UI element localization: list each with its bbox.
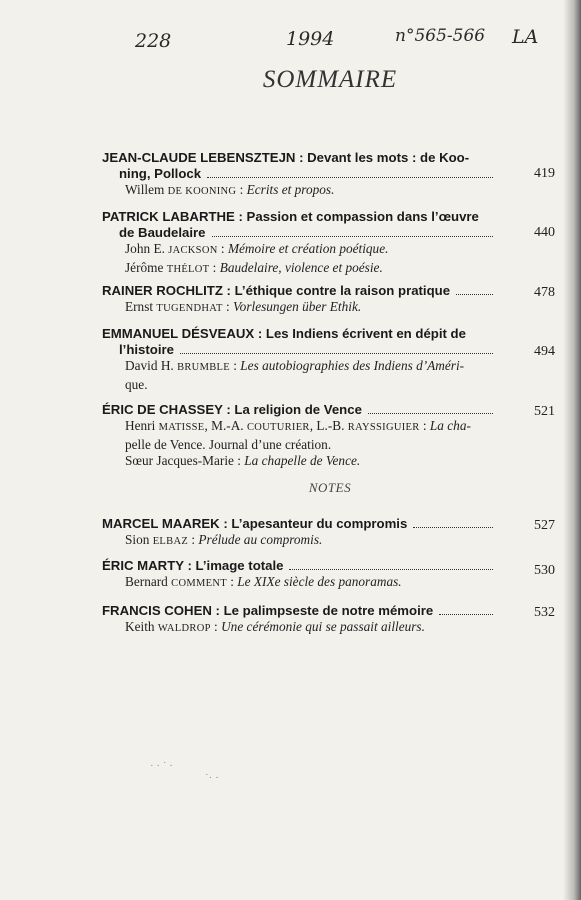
page-number: 530 xyxy=(534,563,555,578)
toc-entry xyxy=(102,402,556,470)
separator: : xyxy=(210,619,222,634)
leader-dots xyxy=(368,413,493,414)
separator: : xyxy=(209,259,220,275)
separator: : xyxy=(217,241,228,256)
reviewed-author-name: , L.-B. xyxy=(309,418,348,433)
entry-heading xyxy=(102,558,497,574)
separator: : xyxy=(226,574,238,589)
reviewed-work xyxy=(102,619,497,638)
reviewed-author-surname: JACKSON xyxy=(168,245,218,256)
entry-heading-text: FRANCIS COHEN : Le palimpseste de notre mémoire xyxy=(102,603,434,618)
entry-heading: PATRICK LABARTHE : Passion et compassion dans l’œuvre xyxy=(102,209,479,224)
reviewed-work-title: Mémoire et création poétique. xyxy=(227,241,389,256)
page-number: 419 xyxy=(534,166,555,181)
leader-dots xyxy=(289,569,493,570)
reviewed-work xyxy=(102,418,497,437)
handwritten-note-page: 228 xyxy=(135,30,172,52)
scan-smudge: ˙· · xyxy=(205,772,219,784)
entry-heading-text: ning, Pollock xyxy=(119,166,202,181)
leader-dots xyxy=(413,527,493,528)
separator: : xyxy=(419,418,430,433)
reviewed-author-name: Sœur Jacques-Marie xyxy=(125,453,234,468)
toc-entry xyxy=(102,603,556,638)
reviewed-work xyxy=(102,241,497,260)
toc-entry xyxy=(102,283,556,318)
toc-entry xyxy=(102,516,556,551)
reviewed-author-name: , M.-A. xyxy=(204,418,247,433)
entry-heading-text: ÉRIC DE CHASSEY : La religion de Vence xyxy=(102,402,362,417)
handwritten-note-issue: n°565-566 xyxy=(395,26,486,46)
reviewed-author-name: Ernst xyxy=(125,299,157,314)
leader-dots xyxy=(439,614,493,615)
separator: : xyxy=(229,358,241,373)
page-number: 532 xyxy=(534,605,555,620)
entry-heading-continued xyxy=(102,342,497,358)
leader-dots xyxy=(180,353,493,354)
reviewed-work-title: Une cérémonie qui se passait ailleurs. xyxy=(221,619,425,634)
reviewed-author-surname: RAYSSIGUIER xyxy=(347,422,420,433)
handwritten-note-year: 1994 xyxy=(286,28,335,50)
reviewed-work xyxy=(102,182,497,201)
entry-heading-text: l’histoire xyxy=(119,342,174,357)
reviewed-work xyxy=(102,358,497,377)
reviewed-work-title-continued: que. xyxy=(125,376,148,392)
page-number: 527 xyxy=(534,518,555,533)
reviewed-author-name: Jérôme xyxy=(125,259,167,275)
reviewed-work xyxy=(102,574,497,593)
reviewed-work xyxy=(102,260,497,279)
reviewed-author-name: Keith xyxy=(125,619,158,634)
leader-dots xyxy=(456,294,493,295)
reviewed-author-name: Willem xyxy=(125,182,168,197)
page-number: 440 xyxy=(534,225,555,240)
reviewed-work-title-continued: pelle de Vence. Journal d’une création. xyxy=(125,436,332,452)
page-title: SOMMAIRE xyxy=(262,66,398,93)
page-edge-shadow xyxy=(563,0,581,900)
entry-heading-text: ÉRIC MARTY : L’image totale xyxy=(102,558,284,573)
entry-heading-text: MARCEL MAAREK : L’apesanteur du compromis xyxy=(102,516,408,531)
reviewed-work-title: La cha- xyxy=(429,418,471,433)
reviewed-work-title: Baudelaire, violence et poésie. xyxy=(219,259,383,275)
reviewed-author-name: John E. xyxy=(125,241,169,256)
toc-entry xyxy=(102,150,556,201)
reviewed-author-surname: BRUMBLE xyxy=(177,362,230,373)
reviewed-work-title: Le XIXe siècle des panoramas. xyxy=(237,574,402,589)
reviewed-author-name: Sion xyxy=(125,532,153,547)
page-number: 494 xyxy=(534,344,555,359)
entry-heading: JEAN-CLAUDE LEBENSZTEJN : Devant les mots : de Koo- xyxy=(102,150,470,165)
reviewed-author-name: Bernard xyxy=(125,574,172,589)
page-number: 478 xyxy=(534,285,555,300)
reviewed-work-title: La chapelle de Vence. xyxy=(244,453,361,468)
reviewed-author-name: David H. xyxy=(125,358,178,373)
reviewed-work xyxy=(102,299,497,318)
entry-heading-text: RAINER ROCHLITZ : L’éthique contre la raison pratique xyxy=(102,283,451,298)
separator: : xyxy=(188,532,199,547)
entry-heading xyxy=(102,402,497,418)
reviewed-author-surname: MATISSE xyxy=(158,422,205,433)
entry-heading xyxy=(102,516,497,532)
separator: : xyxy=(222,299,234,314)
separator: : xyxy=(233,453,245,468)
reviewed-work-title: Ecrits et propos. xyxy=(246,182,335,197)
leader-dots xyxy=(207,177,493,178)
entry-heading xyxy=(102,603,497,619)
entry-heading-continued xyxy=(102,166,497,182)
reviewed-work xyxy=(102,453,497,470)
toc-entry xyxy=(102,558,556,593)
scan-smudge: · · ˙ · xyxy=(150,760,173,772)
reviewed-work-title: Les autobiographies des Indiens d’Améri- xyxy=(240,358,465,373)
toc-entry xyxy=(102,209,556,278)
reviewed-author-surname: TUGENDHAT xyxy=(156,303,223,314)
reviewed-author-surname: DE KOONING xyxy=(167,186,237,197)
handwritten-note-initials: LA xyxy=(512,26,539,48)
leader-dots xyxy=(212,236,494,237)
reviewed-work-title: Vorlesungen über Ethik. xyxy=(233,299,362,314)
entry-heading xyxy=(102,283,497,299)
reviewed-author-surname: COMMENT xyxy=(171,578,227,589)
page-number: 521 xyxy=(534,404,555,419)
notes-heading: NOTES xyxy=(308,480,352,495)
reviewed-work xyxy=(102,532,497,551)
reviewed-work-title: Prélude au compromis. xyxy=(198,532,323,547)
toc-entry xyxy=(102,326,556,393)
entry-heading: EMMANUEL DÉSVEAUX : Les Indiens écrivent en dépit de xyxy=(102,326,466,341)
reviewed-author-surname: COUTURIER xyxy=(246,422,310,433)
reviewed-author-surname: ELBAZ xyxy=(152,536,189,547)
reviewed-author-surname: THÉLOT xyxy=(166,263,210,275)
entry-heading-continued xyxy=(102,225,497,241)
entry-heading-text: de Baudelaire xyxy=(119,225,206,240)
separator: : xyxy=(236,182,247,197)
reviewed-author-name: Henri xyxy=(125,418,159,433)
reviewed-author-surname: WALDROP xyxy=(157,623,211,634)
